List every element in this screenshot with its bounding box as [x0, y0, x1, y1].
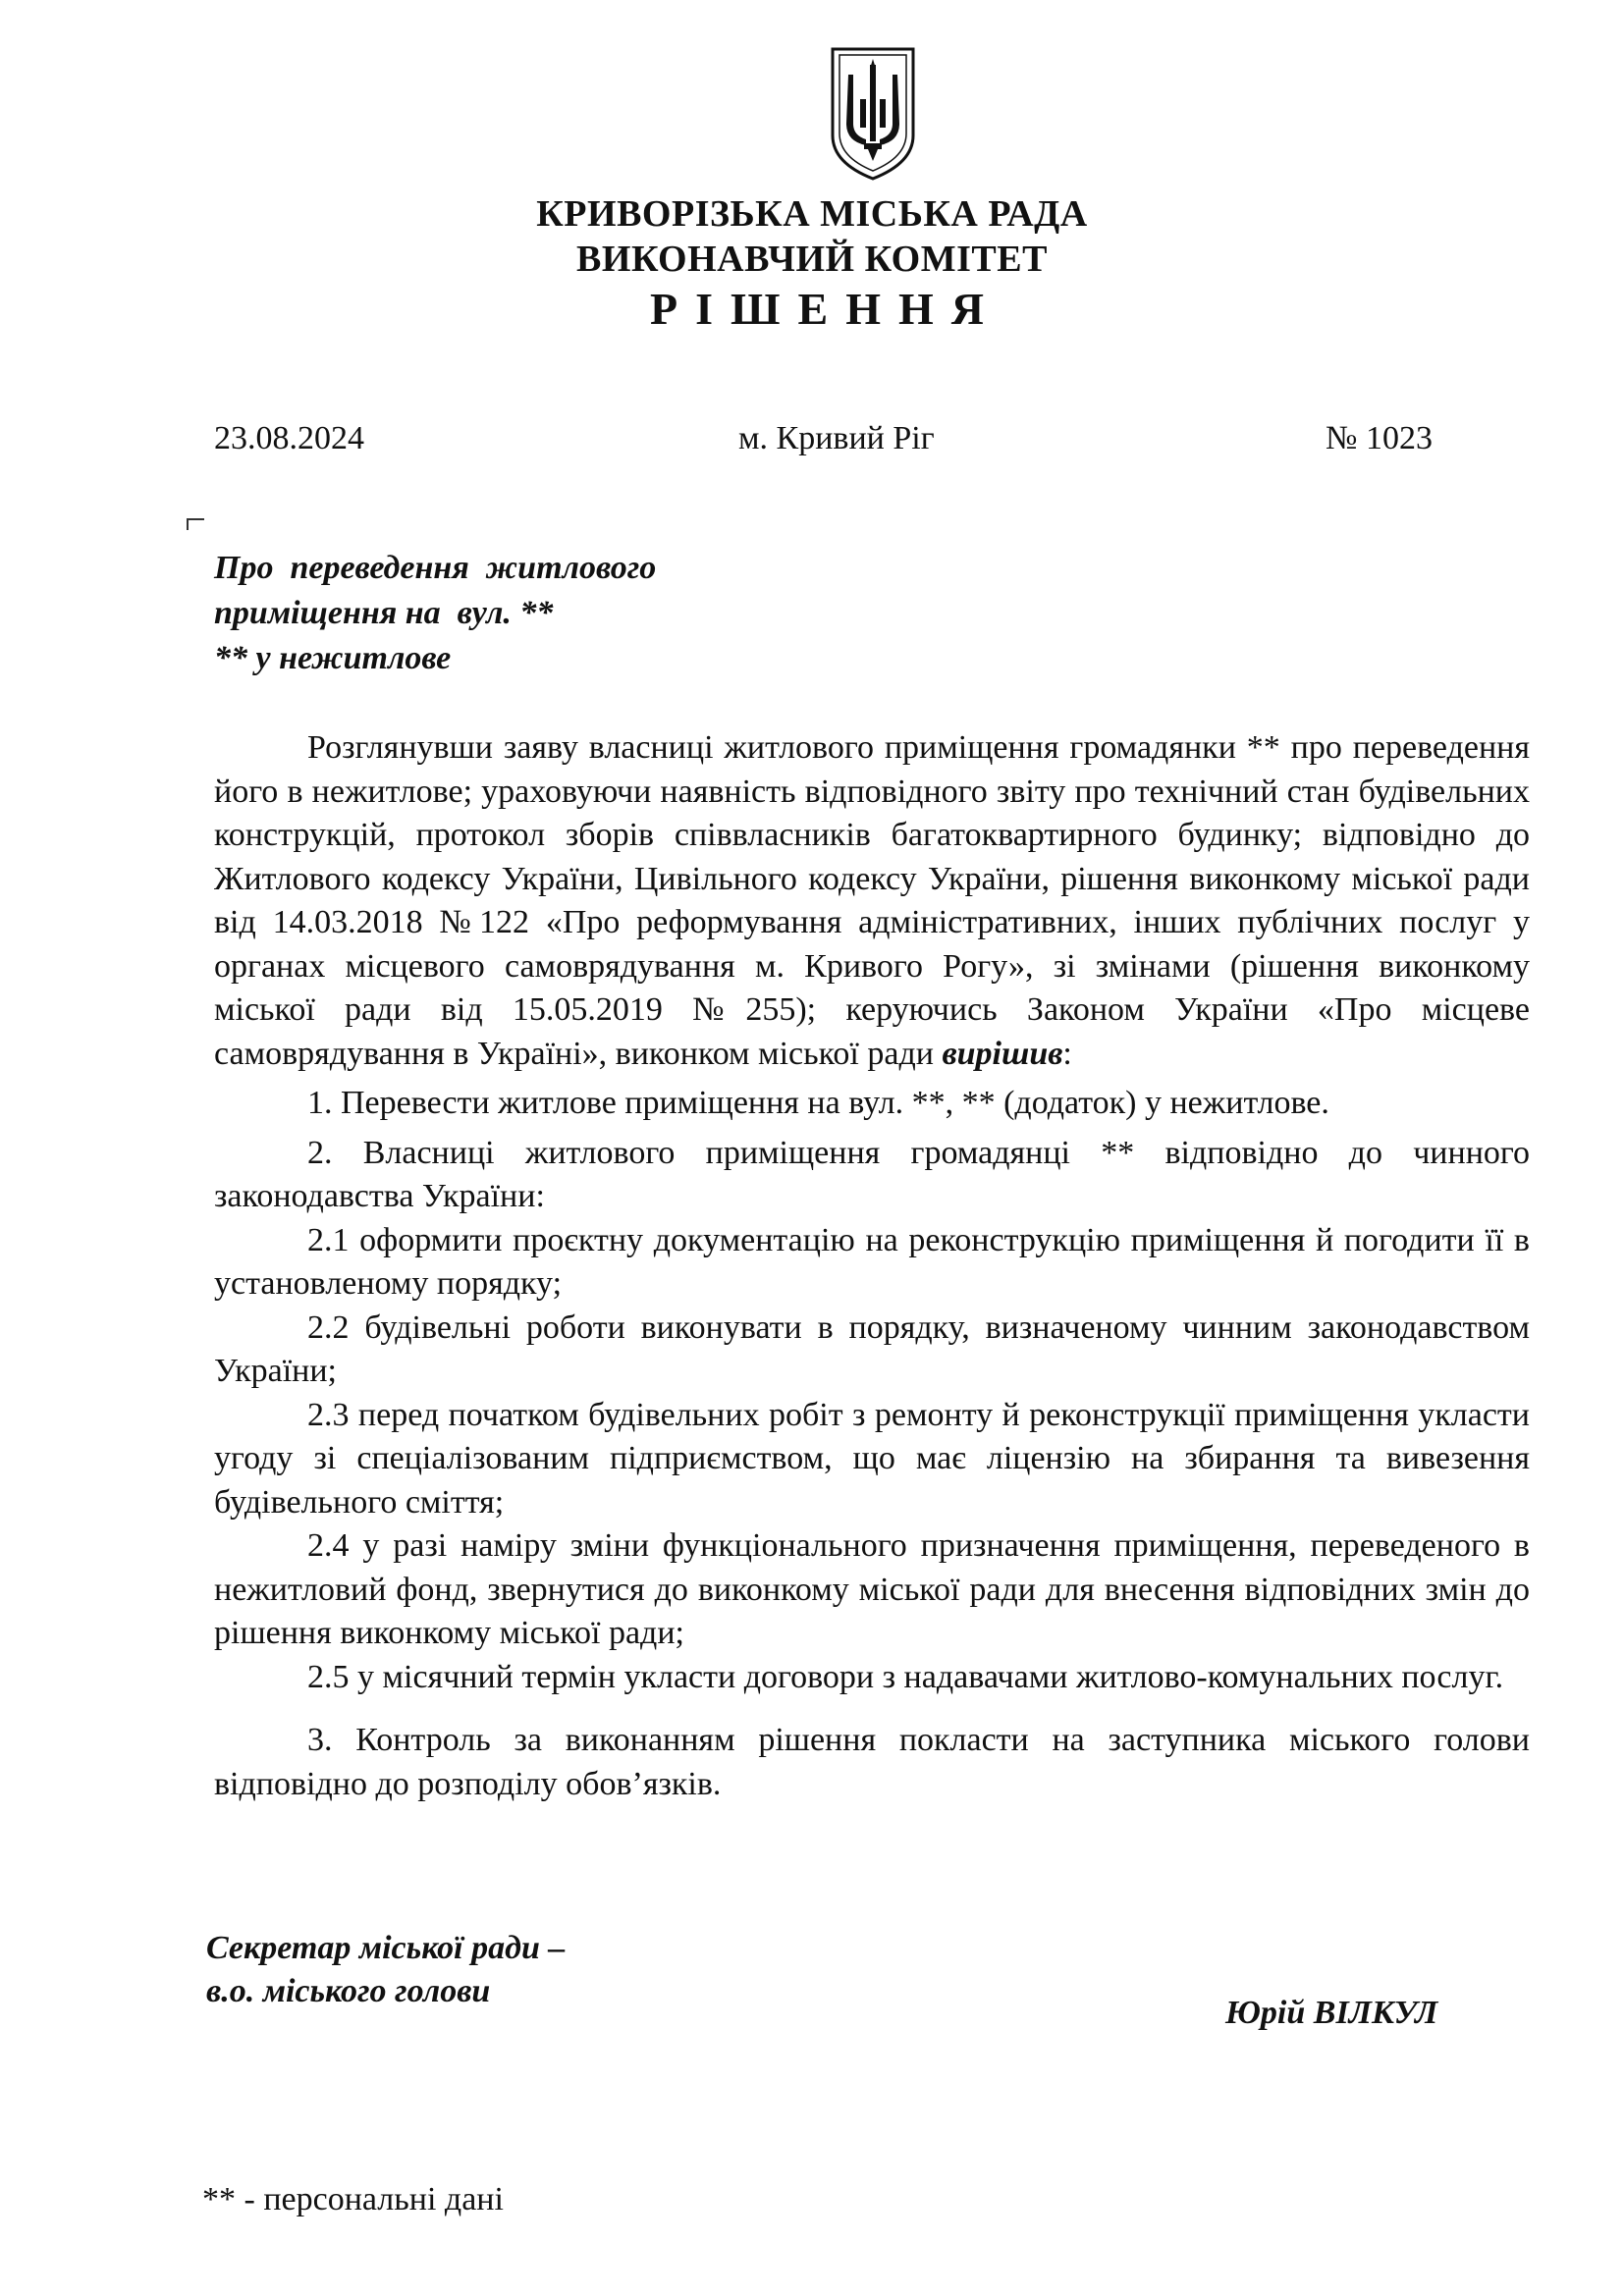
document-type-title: РІШЕННЯ: [650, 284, 1001, 334]
preamble-paragraph: [214, 726, 1530, 1076]
decision-date: 23.08.2024: [214, 420, 364, 456]
trident-coat-of-arms-icon: [827, 45, 919, 183]
decision-subject: [214, 546, 656, 681]
item-2-1: 2.1 оформити проєктну документацію на реконструкцію приміщення й погодити її в установленому порядку;: [214, 1221, 1530, 1302]
subject-line: Про переведення житлового: [214, 550, 657, 586]
decided-word: вирішив: [942, 1035, 1063, 1072]
subject-corner-mark: [187, 518, 204, 530]
item-2-4: 2.4 у разі наміру зміни функціонального призначення приміщення, переведеного в нежитловий фонд, звернутися до виконкому міської ради для внесення відповідних змін до рішення виконкому міської ради;: [214, 1527, 1530, 1651]
subject-line: приміщення на вул. **: [214, 595, 554, 631]
organization-title: КРИВОРІЗЬКА МІСЬКА РАДА: [536, 193, 1088, 235]
item-2: 2. Власниці житлового приміщення громадянці ** відповідно до чинного законодавства України:: [214, 1134, 1530, 1214]
footnote-personal-data: ** - персональні дані: [202, 2181, 504, 2217]
decision-body: [214, 726, 1530, 1806]
signatory-name: Юрій ВІЛКУЛ: [1225, 1995, 1438, 2031]
item-2-5: 2.5 у місячний термін укласти договори з надавачами житлово-комунальних послуг.: [307, 1658, 1504, 1695]
item-3: 3. Контроль за виконанням рішення покласти на заступника міського голови відповідно до розподілу обов’язків.: [214, 1722, 1530, 1802]
item-2-3: 2.3 перед початком будівельних робіт з ремонту й реконструкції приміщення укласти угоду зі спеціалізованим підприємством, що має ліцензію на збирання та вивезення будівельного сміття;: [214, 1396, 1530, 1521]
item-1: 1. Перевести житлове приміщення на вул. **, ** (додаток) у нежитлове.: [307, 1085, 1329, 1121]
decision-city: м. Кривий Ріг: [738, 420, 935, 456]
signatory-title-line1: Секретар міської ради –: [206, 1930, 566, 1966]
committee-title: ВИКОНАВЧИЙ КОМІТЕТ: [576, 239, 1048, 280]
signatory-title-line2: в.о. міського голови: [206, 1973, 491, 2009]
decided-colon: :: [1062, 1035, 1072, 1072]
decision-number: № 1023: [1326, 420, 1433, 456]
preamble-text: Розглянувши заяву власниці житлового приміщення громадянки ** про переведення його в нежитлове; ураховуючи наявність відповідного звіту про технічний стан будівельних конструкцій, протокол зборів співвласників багатоквартирного будинку; відповідно до Житлового кодексу України, Цивільного кодексу України, рішення виконкому міської ради від 14.03.2018 №122 «Про реформування адміністративних, інших публічних послуг у органах місцевого самоврядування м. Кривого Рогу», зі змінами (рішення виконкому міської ради від 15.05.2019 №255); керуючись Законом України «Про місцеве самоврядування в Україні», виконком міської ради: [214, 729, 1530, 1072]
subject-line: ** у нежитлове: [214, 640, 452, 676]
item-2-2: 2.2 будівельні роботи виконувати в порядку, визначеному чинним законодавством України;: [214, 1308, 1530, 1389]
